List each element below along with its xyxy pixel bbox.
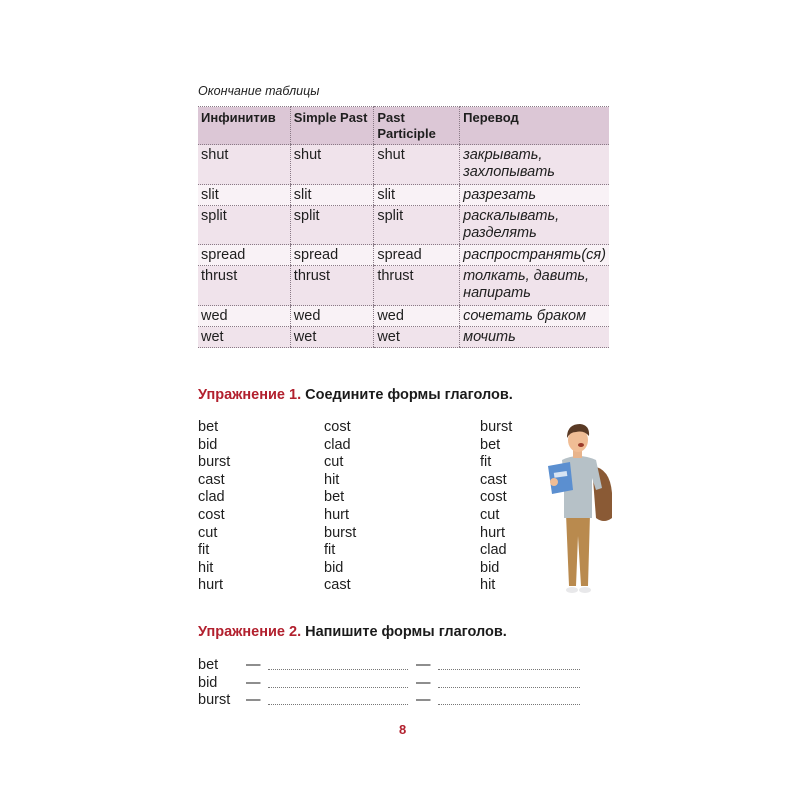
word-item: bet [480, 436, 501, 453]
cell-simple-past: spread [290, 245, 374, 266]
cell-simple-past: wed [290, 306, 374, 327]
cell-past-participle: wed [374, 306, 460, 327]
answer-line-past[interactable] [268, 687, 408, 688]
verb-word: burst [198, 692, 231, 708]
table-row [198, 306, 609, 327]
dash-1: — [246, 692, 261, 708]
word-column-2 [324, 419, 356, 595]
cell-past-participle: split [374, 206, 460, 245]
cell-simple-past: slit [290, 185, 374, 206]
trousers-shape [566, 514, 590, 586]
answer-line-past[interactable] [268, 669, 408, 670]
cell-infinitive: spread [198, 245, 290, 266]
book-icon [548, 462, 573, 494]
word-item: cost [198, 506, 225, 523]
exercise-2-instruction: Напишите формы глаголов. [301, 624, 507, 640]
word-item: hit [198, 559, 214, 576]
cell-past-participle: shut [374, 145, 460, 185]
answer-line-participle[interactable] [438, 687, 580, 688]
cell-infinitive: wet [198, 327, 290, 348]
shoe-right [579, 587, 591, 593]
verb-word: bid [198, 674, 218, 691]
cell-translation: раскалывать, разделять [460, 206, 609, 245]
dash-2: — [416, 674, 431, 691]
cell-simple-past: wet [290, 327, 374, 348]
word-item: hit [324, 471, 340, 488]
word-item: bet [324, 489, 345, 506]
table-row [198, 206, 609, 245]
table-row [198, 327, 609, 348]
dash-1: — [246, 674, 261, 691]
header-past-participle: Past Participle [374, 107, 460, 145]
word-item: cast [480, 471, 507, 488]
word-item: hurt [324, 506, 349, 523]
cell-infinitive: slit [198, 185, 290, 206]
word-item: hurt [198, 577, 223, 594]
header-translation: Перевод [460, 107, 609, 145]
exercise-1-instruction: Соедините формы глаголов. [301, 387, 513, 403]
table-row [198, 266, 609, 306]
word-item: cost [324, 419, 351, 435]
verb-word: bet [198, 657, 219, 673]
word-item: cut [198, 524, 218, 541]
word-item: bet [198, 419, 219, 435]
irregular-verbs-table [198, 106, 609, 348]
word-item: fit [198, 542, 210, 559]
header-simple-past: Simple Past [290, 107, 374, 145]
word-item: cut [480, 506, 500, 523]
exercise-2-label: Упражнение 2. [198, 624, 302, 640]
table-row [198, 145, 609, 185]
word-column-3 [480, 419, 512, 595]
word-item: cut [324, 454, 344, 471]
cell-past-participle: wet [374, 327, 460, 348]
table-row [198, 185, 609, 206]
hand-shape [550, 478, 558, 486]
table-caption: Окончание таблицы [198, 84, 320, 98]
exercise-1-title [198, 387, 513, 403]
cell-infinitive: wed [198, 306, 290, 327]
word-item: bid [198, 436, 218, 453]
page-number: 8 [399, 722, 407, 737]
word-item: burst [324, 524, 357, 541]
cell-past-participle: spread [374, 245, 460, 266]
word-item: cast [324, 577, 351, 594]
cell-simple-past: thrust [290, 266, 374, 306]
word-item: hit [480, 577, 496, 594]
word-item: clad [480, 542, 507, 559]
exercise-1-label: Упражнение 1. [198, 387, 302, 403]
cell-translation: мочить [460, 327, 609, 348]
dash-1: — [246, 657, 261, 673]
mouth-shape [578, 443, 584, 447]
word-item: burst [198, 454, 231, 471]
student-with-book-illustration [540, 418, 620, 598]
word-column-1 [198, 419, 230, 595]
exercise-2-title [198, 624, 507, 640]
cell-simple-past: shut [290, 145, 374, 185]
word-item: clad [324, 436, 351, 453]
table-row [198, 245, 609, 266]
word-item: clad [198, 489, 225, 506]
header-infinitive: Инфинитив [198, 107, 290, 145]
word-item: cast [198, 471, 225, 488]
table-header-row [198, 107, 609, 145]
cell-infinitive: split [198, 206, 290, 245]
cell-past-participle: slit [374, 185, 460, 206]
cell-translation: толкать, давить, напирать [460, 266, 609, 306]
cell-translation: распространять(ся) [460, 245, 609, 266]
word-item: cost [480, 489, 507, 506]
word-item: hurt [480, 524, 505, 541]
answer-line-participle[interactable] [438, 704, 580, 705]
word-item: fit [324, 542, 336, 559]
cell-translation: сочетать браком [460, 306, 609, 327]
shoe-left [566, 587, 578, 593]
word-item: bid [324, 559, 344, 576]
cell-translation: закрывать, захлопывать [460, 145, 609, 185]
dash-2: — [416, 657, 431, 673]
word-item: fit [480, 454, 492, 471]
word-item: bid [480, 559, 500, 576]
dash-2: — [416, 692, 431, 708]
answer-line-past[interactable] [268, 704, 408, 705]
cell-simple-past: split [290, 206, 374, 245]
cell-infinitive: shut [198, 145, 290, 185]
cell-translation: разрезать [460, 185, 609, 206]
cell-past-participle: thrust [374, 266, 460, 306]
word-item: burst [480, 419, 513, 435]
cell-infinitive: thrust [198, 266, 290, 306]
answer-line-participle[interactable] [438, 669, 580, 670]
